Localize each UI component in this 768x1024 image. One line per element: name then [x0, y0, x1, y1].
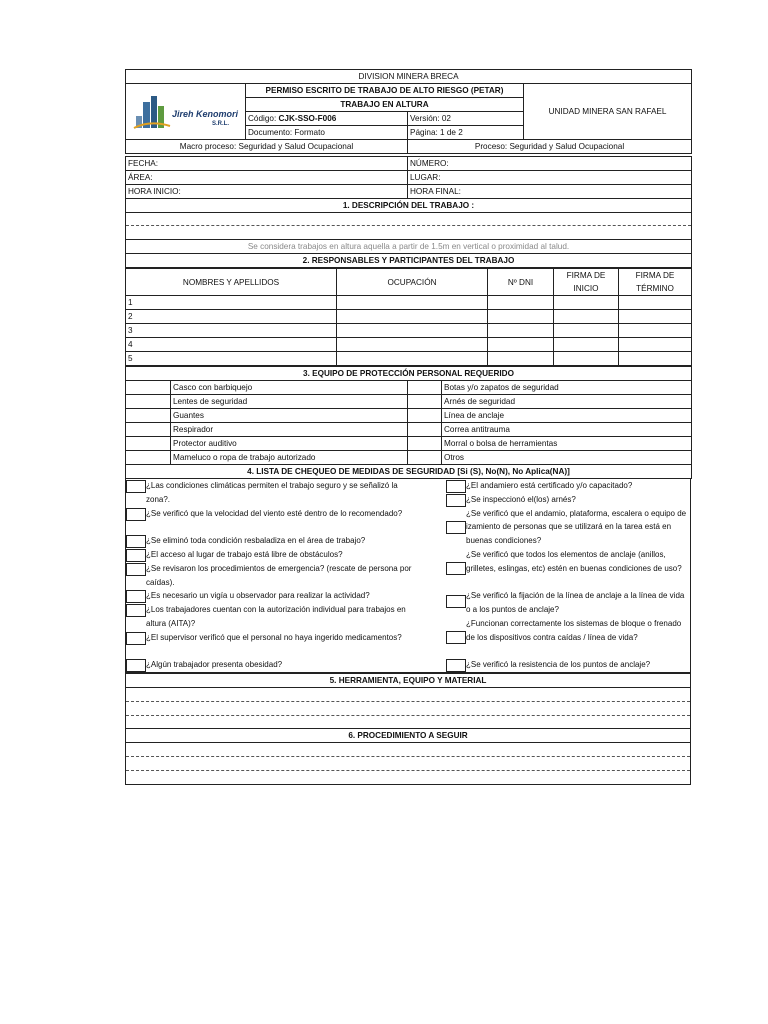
checklist-question: ¿Se revisaron los procedimientos de emergencia? (rescate de persona por caídas).: [146, 563, 412, 587]
checkbox[interactable]: [126, 590, 146, 603]
table-row[interactable]: [126, 296, 692, 310]
checklist-question: ¿Es necesario un vigía u observador para realizar la actividad?: [146, 591, 370, 601]
permit-title: PERMISO ESCRITO DE TRABAJO DE ALTO RIESGO (PETAR): [246, 84, 524, 98]
ppe-check[interactable]: [408, 423, 442, 437]
ppe-table: [125, 366, 692, 479]
checklist-item: [446, 479, 690, 493]
process: Proceso: Seguridad y Salud Ocupacional: [408, 140, 692, 154]
checkbox[interactable]: [126, 659, 146, 672]
code-value: CJK-SSO-F006: [278, 114, 337, 123]
ppe-item: Línea de anclaje: [442, 409, 692, 423]
checklist-question: ¿El andamiero está certificado y/o capacitado?: [466, 481, 633, 490]
ppe-item: Otros: [442, 451, 692, 465]
checklist-question: ¿Se verificó la fijación de la línea de anclaje a la línea de vida o a los puntos de anclaje?: [466, 591, 685, 615]
ppe-item: Respirador: [171, 423, 408, 437]
code-label: Código:: [248, 114, 277, 123]
numero-field[interactable]: NÚMERO:: [408, 157, 692, 171]
section-6-title: 6. PROCEDIMIENTO A SEGUIR: [126, 729, 691, 743]
checkbox[interactable]: [126, 549, 146, 562]
hora-inicio-field[interactable]: HORA INICIO:: [126, 185, 408, 199]
division-title: DIVISION MINERA BRECA: [126, 70, 692, 84]
building-logo-icon: [130, 90, 242, 130]
ppe-check[interactable]: [408, 395, 442, 409]
row-number: 5: [126, 352, 337, 366]
ppe-item: Lentes de seguridad: [171, 395, 408, 409]
section-4-title: 4. LISTA DE CHEQUEO DE MEDIDAS DE SEGURIDAD [Si (S), No(N), No Aplica(NA)]: [126, 465, 692, 479]
checklist-item: [126, 534, 446, 548]
tools-area[interactable]: [126, 688, 691, 729]
checklist: [125, 479, 691, 673]
logo-subtext: S.R.L.: [211, 120, 229, 127]
checkbox[interactable]: [446, 494, 466, 507]
checklist-question: ¿Se eliminó toda condición resbaladiza en el área de trabajo?: [146, 536, 366, 546]
checklist-question: ¿Los trabajadores cuentan con la autorización individual para trabajos en altura (AITA)?: [146, 605, 406, 628]
page-number: Página: 1 de 2: [408, 126, 524, 140]
checklist-question: ¿El supervisor verificó que el personal no haya ingerido medicamentos?: [146, 632, 402, 642]
checkbox[interactable]: [446, 595, 466, 608]
table-row[interactable]: [126, 338, 692, 352]
fields-table: [125, 156, 692, 268]
checklist-item: [126, 548, 446, 562]
checklist-item: [126, 479, 446, 507]
col-firma-termino-line1: FIRMA DE: [635, 271, 675, 280]
description-area[interactable]: [126, 213, 692, 240]
header-table: [125, 69, 692, 154]
checklist-item: [126, 562, 446, 590]
checkbox[interactable]: [446, 631, 466, 644]
row-number: 2: [126, 310, 337, 324]
checklist-question: ¿El acceso al lugar de trabajo está libre de obstáculos?: [146, 549, 343, 559]
participants-table: [125, 268, 692, 366]
checklist-left: [126, 479, 446, 672]
checklist-question: ¿Se verificó la resistencia de los puntos de anclaje?: [466, 660, 651, 670]
checklist-question: ¿Algún trabajador presenta obesidad?: [146, 660, 283, 670]
checklist-question: ¿Se inspeccionó el(los) arnés?: [466, 494, 576, 504]
checkbox[interactable]: [126, 563, 146, 576]
checklist-item: [446, 658, 690, 672]
col-occupation: OCUPACIÓN: [337, 269, 488, 296]
ppe-check[interactable]: [408, 437, 442, 451]
section-5-title: 5. HERRAMIENTA, EQUIPO Y MATERIAL: [126, 674, 691, 688]
ppe-item: Correa antitrauma: [442, 423, 692, 437]
section-3-title: 3. EQUIPO DE PROTECCIÓN PERSONAL REQUERIDO: [126, 367, 692, 381]
checkbox[interactable]: [126, 632, 146, 645]
col-firma-termino-line2: TÉRMINO: [636, 284, 674, 293]
table-row[interactable]: [126, 310, 692, 324]
procedure-area[interactable]: [126, 743, 691, 785]
checkbox[interactable]: [446, 562, 466, 575]
checklist-item: [446, 507, 690, 548]
ppe-item: Botas y/o zapatos de seguridad: [442, 381, 692, 395]
col-firma-termino: [619, 269, 692, 296]
checklist-question: ¿Las condiciones climáticas permiten el trabajo seguro y se señalizó la zona?.: [146, 481, 398, 504]
row-number: 3: [126, 324, 337, 338]
checklist-item: [126, 658, 446, 672]
col-firma-inicio: [554, 269, 619, 296]
ppe-check[interactable]: [408, 409, 442, 423]
checklist-question: ¿Funcionan correctamente los sistemas de bloque o frenado de los dispositivos contra caídas / línea de vida?: [466, 618, 682, 642]
table-row[interactable]: [126, 352, 692, 366]
logo-text: Jireh Kenomori: [171, 108, 238, 119]
section-2-title: 2. RESPONSABLES Y PARTICIPANTES DEL TRABAJO: [126, 254, 692, 268]
ppe-check[interactable]: [408, 381, 442, 395]
checklist-item: [126, 507, 446, 535]
col-firma-inicio-line2: INICIO: [573, 284, 599, 293]
checklist-right: [446, 479, 690, 672]
checkbox[interactable]: [126, 480, 146, 493]
checklist-item: [126, 631, 446, 659]
checklist-item: [446, 493, 690, 507]
ppe-item: Protector auditivo: [171, 437, 408, 451]
checklist-item: [126, 603, 446, 631]
checkbox[interactable]: [126, 604, 146, 617]
company-logo: [126, 84, 246, 140]
checklist-item: [446, 617, 690, 658]
area-field[interactable]: ÁREA:: [126, 171, 408, 185]
col-names: NOMBRES Y APELLIDOS: [126, 269, 337, 296]
checklist-question: ¿Se verificó que la velocidad del viento esté dentro de lo recomendado?: [146, 508, 403, 518]
checklist-item: [446, 589, 690, 617]
height-note: Se considera trabajos en altura aquella a partir de 1.5m en vertical o proximidad al talud.: [126, 240, 692, 254]
code-cell: [246, 112, 408, 126]
ppe-item: Mameluco o ropa de trabajo autorizado: [171, 451, 408, 465]
checkbox[interactable]: [126, 508, 146, 521]
checkbox[interactable]: [446, 521, 466, 534]
col-dni: Nº DNI: [488, 269, 554, 296]
mining-unit: UNIDAD MINERA SAN RAFAEL: [524, 84, 692, 140]
table-row[interactable]: [126, 324, 692, 338]
hora-final-field[interactable]: HORA FINAL:: [408, 185, 692, 199]
document-type: Documento: Formato: [246, 126, 408, 140]
tools-table: [125, 673, 691, 785]
checkbox[interactable]: [446, 659, 466, 672]
section-1-title: 1. DESCRIPCIÓN DEL TRABAJO :: [126, 199, 692, 213]
col-firma-inicio-line1: FIRMA DE: [566, 271, 606, 280]
permit-subtitle: TRABAJO EN ALTURA: [246, 98, 524, 112]
checklist-question: ¿Se verificó que todos los elementos de anclaje (anillos, grilletes, eslingas, etc) estén en buenas condiciones de uso?: [466, 549, 682, 573]
fecha-field[interactable]: FECHA:: [126, 157, 408, 171]
checklist-item: [446, 548, 690, 589]
checklist-item: [126, 589, 446, 603]
checkbox[interactable]: [126, 535, 146, 548]
ppe-item: Arnés de seguridad: [442, 395, 692, 409]
ppe-item: Casco con barbiquejo: [171, 381, 408, 395]
checklist-question: ¿Se verificó que el andamio, plataforma, escalera o equipo de izamiento de personas que se utilizará en la tarea está en buenas condiciones?: [466, 508, 687, 546]
row-number: 4: [126, 338, 337, 352]
macro-process: Macro proceso: Seguridad y Salud Ocupacional: [126, 140, 408, 154]
ppe-check[interactable]: [408, 451, 442, 465]
permit-form: [125, 69, 691, 785]
ppe-item: Guantes: [171, 409, 408, 423]
version: Versión: 02: [408, 112, 524, 126]
ppe-item: Morral o bolsa de herramientas: [442, 437, 692, 451]
lugar-field[interactable]: LUGAR:: [408, 171, 692, 185]
row-number: 1: [126, 296, 337, 310]
checkbox[interactable]: [446, 480, 466, 493]
